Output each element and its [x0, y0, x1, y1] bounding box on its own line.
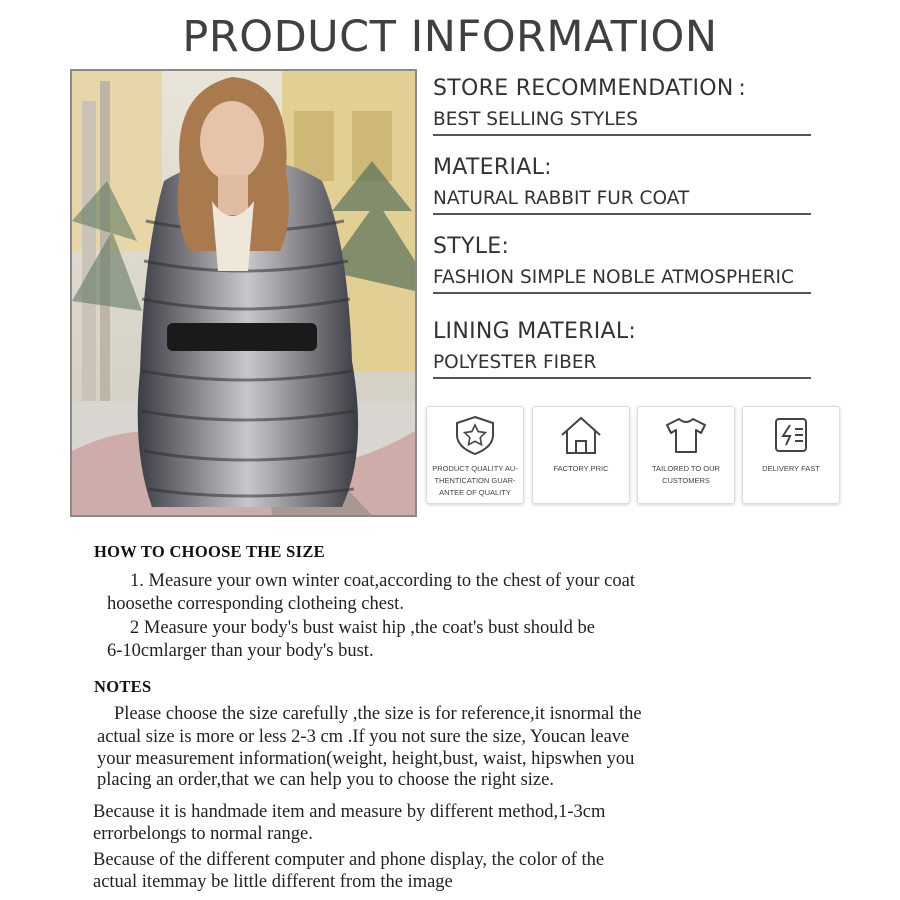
- notes-line: placing an order,that we can help you to choose the right size.: [97, 770, 554, 790]
- size-heading: HOW TO CHOOSE THE SIZE: [94, 542, 325, 561]
- feature-delivery: [742, 406, 840, 504]
- spec-store-recommendation: [433, 76, 813, 136]
- spec-label: STYLE:: [433, 234, 510, 259]
- notes-line: Please choose the size carefully ,the size is for reference,it isnormal the: [114, 704, 642, 724]
- spec-value: POLYESTER FIBER: [433, 352, 811, 379]
- notes-line: actual itemmay be little different from the image: [93, 872, 453, 892]
- spec-label: STORE RECOMMENDATION :: [433, 76, 747, 101]
- feature-tailored: [637, 406, 735, 504]
- size-line: 2 Measure your body's bust waist hip ,the coat's bust should be: [130, 618, 596, 638]
- spec-lining-material: [433, 319, 813, 379]
- spec-label: LINING MATERIAL:: [433, 319, 637, 344]
- notes-line: errorbelongs to normal range.: [93, 824, 313, 844]
- notes-line: your measurement information(weight, height,bust, waist, hipswhen you: [97, 749, 635, 769]
- house-icon: [558, 415, 604, 455]
- feature-quality: [426, 406, 524, 504]
- feature-caption: FACTORY PRIC: [553, 464, 609, 473]
- spec-value: FASHION SIMPLE NOBLE ATMOSPHERIC: [433, 267, 811, 294]
- spec-label: MATERIAL:: [433, 155, 552, 180]
- page-title: PRODUCT INFORMATION: [182, 12, 718, 62]
- product-photo: [70, 69, 417, 517]
- notes-heading: NOTES: [94, 677, 152, 696]
- notes-line: actual size is more or less 2-3 cm .If you not sure the size, Youcan leave: [97, 727, 630, 747]
- size-line: hoosethe corresponding clotheing chest.: [107, 594, 404, 614]
- tshirt-icon: [663, 415, 709, 455]
- feature-factory-price: [532, 406, 630, 504]
- delivery-icon: [768, 415, 814, 455]
- spec-style: [433, 234, 813, 294]
- spec-value: BEST SELLING STYLES: [433, 109, 811, 136]
- shield-star-icon: [452, 415, 498, 455]
- feature-caption: PRODUCT QUALITY AU- THENTICATION GUAR- ANTEE OF QUALITY: [432, 464, 518, 497]
- notes-line: Because it is handmade item and measure by different method,1-3cm: [93, 802, 606, 822]
- notes-line: Because of the different computer and phone display, the color of the: [93, 850, 605, 870]
- feature-caption: DELIVERY FAST: [762, 464, 820, 473]
- spec-material: [433, 155, 813, 215]
- size-line: 6-10cmlarger than your body's bust.: [107, 641, 374, 661]
- spec-value: NATURAL RABBIT FUR COAT: [433, 188, 811, 215]
- size-line: 1. Measure your own winter coat,according to the chest of your coat: [130, 571, 635, 591]
- feature-caption: TAILORED TO OUR CUSTOMERS: [652, 464, 720, 485]
